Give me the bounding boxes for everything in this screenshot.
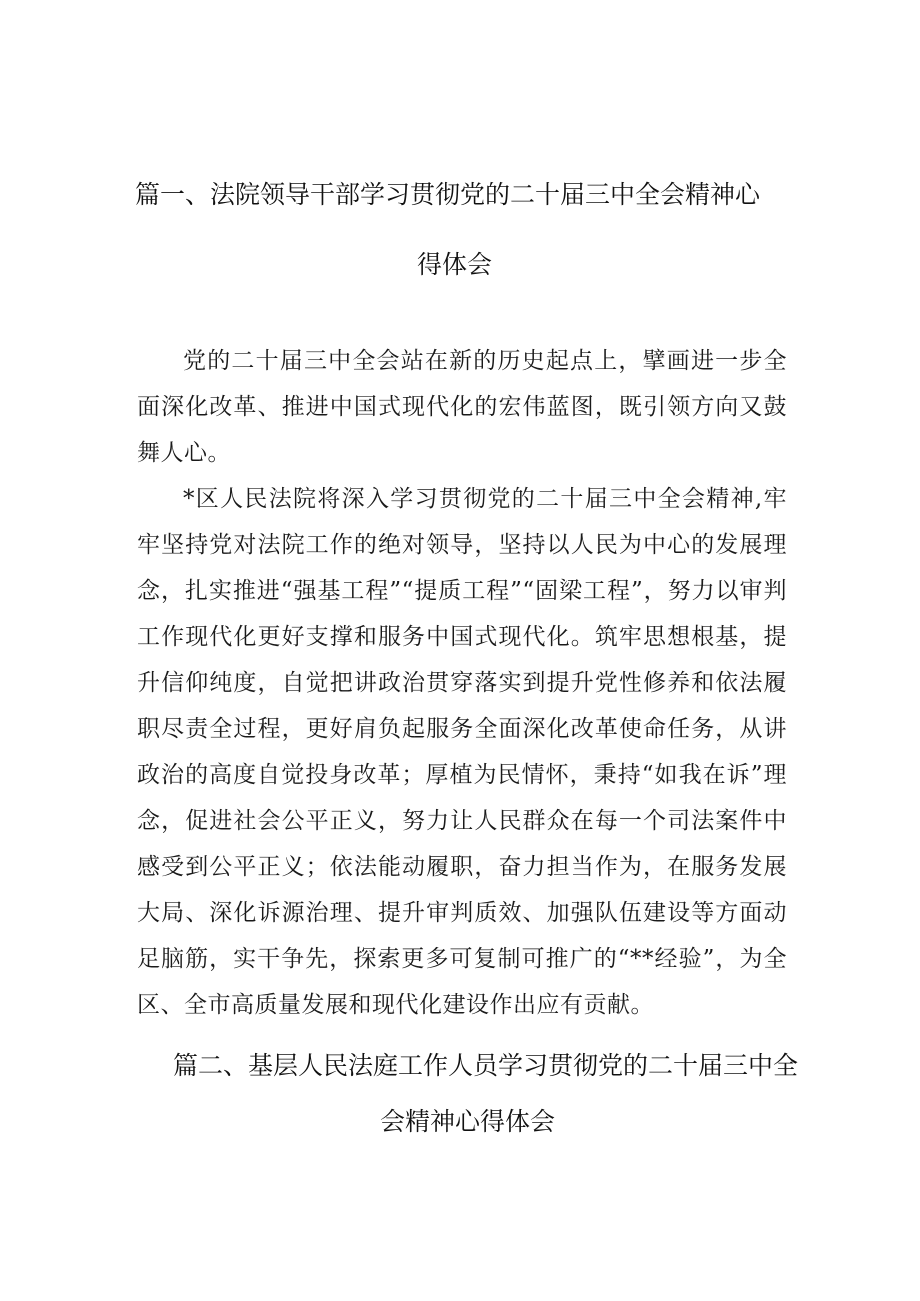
- section-heading-2-line-1: 篇二、基层人民法庭工作人员学习贯彻党的二十届三中全: [173, 1051, 799, 1080]
- section-heading-1-line-2: 得体会: [417, 250, 493, 279]
- paragraph-court-plan: *区人民法院将深入学习贯彻党的二十届三中全会精神,牢牢坚持党对法院工作的绝对领导，坚持以人民为中心的发展理念，扎实推进“强基工程”“提质工程”“固梁工程”，努力以审判工作现代化更好支撑和服务中国式现代化。筑牢思想根基，提升信仰纯度，自觉把讲政治贯穿落实到提升党性修养和依法履职尽责全过程，更好肩负起服务全面深化改革使命任务，从讲政治的高度自觉投身改革；厚植为民情怀，秉持“如我在诉”理念，促进社会公平正义，努力让人民群众在每一个司法案件中感受到公平正义；依法能动履职，奋力担当作为，在服务发展大局、深化诉源治理、提升审判质效、加强队伍建设等方面动足脑筋，实干争先，探索更多可复制可推广的“**经验”，为全区、全市高质量发展和现代化建设作出应有贡献。: [137, 486, 787, 1018]
- section-heading-2-line-2: 会精神心得体会: [380, 1107, 556, 1136]
- paragraph-intro: 党的二十届三中全会站在新的历史起点上，擘画进一步全面深化改革、推进中国式现代化的宏伟蓝图，既引领方向又鼓舞人心。: [137, 348, 787, 466]
- section-heading-1-line-1: 篇一、法院领导干部学习贯彻党的二十届三中全会精神心: [135, 180, 761, 209]
